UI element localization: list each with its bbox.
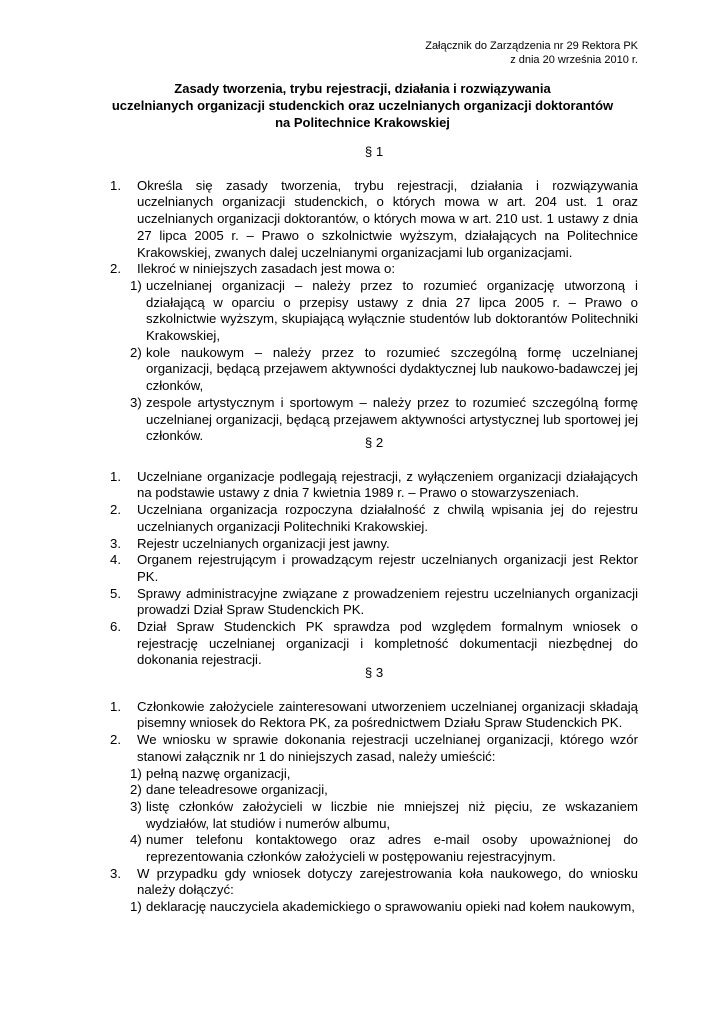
attachment-note [425,40,638,67]
item-text: Sprawy administracyjne związane z prowadzeniem rejestru uczelnianych organizacji prowadzi Dział Spraw Studenckich PK. [137,585,638,618]
item-number: 6. [110,619,121,635]
sub-text: listę członków założycieli w liczbie nie mniejszej niż pięciu, ze wskazaniem wydziałów, lat studiów i numerów albumu, [146,798,638,831]
item-text: Określa się zasady tworzenia, trybu rejestracji, działania i rozwiązywania uczelnianych organizacji studenckich, o których mowa w art. 204 ust. 1 oraz uczelnianych organizacji doktorantów, o których mowa w art. 210 ust. 1 ustawy z dnia 27 lipca 2005 r. – Prawo o szkolnictwie wyższym, działających na Politechnice Krakowskiej, zwanych dalej uczelnianymi organizacjami lub organizacjami. [137,177,638,260]
item-text: Dział Spraw Studenckich PK sprawdza pod względem formalnym wniosek o rejestrację uczelnianej organizacji i kompletność dokumentacji niezbędnej do dokonania rejestracji. [137,619,638,668]
list-item [110,502,638,535]
item-number: 3. [110,865,121,881]
sub-number: 1) [130,899,142,915]
sub-number: 4) [130,832,142,848]
sub-number: 1) [130,277,142,293]
sub-text: uczelnianej organizacji – należy przez to rozumieć organizację utworzoną i działającą w oparciu o przepisy ustawy z dnia 27 lipca 2005 r. – Prawo o szkolnictwie wyższym, skupiającą wyłącznie studentów lub doktorantów Politechniki Krakowskiej, [146,277,638,344]
item-text: Uczelniane organizacje podlegają rejestracji, z wyłączeniem organizacji działających na podstawie ustawy z dnia 7 kwietnia 1989 r. – Prawo o stowarzyszeniach. [137,468,638,501]
sub-number: 2) [130,344,142,360]
sub-text: kole naukowym – należy przez to rozumieć szczególną formę uczelnianej organizacji, będącą przejawem aktywności dydaktycznej lub naukowo-badawczej jej członków, [146,344,638,394]
section-1-heading: § 1 [364,144,384,159]
sublist-item [130,345,638,395]
item-text: Rejestr uczelnianych organizacji jest jawny. [137,535,390,551]
item-number: 1. [110,468,121,484]
attachment-note-line2: z dnia 20 września 2010 r. [510,53,638,66]
section-2 [110,435,638,669]
title-line3: na Politechnice Krakowskiej [275,115,450,130]
section-3 [110,665,638,916]
item-text: Ilekroć w niniejszych zasadach jest mowa o: [137,261,395,277]
sub-text: zespole artystycznym i sportowym – należy przez to rozumieć szczególną formę uczelnianej organizacji, będącą przejawem aktywności artystycznej lub sportowej jej członków. [146,394,638,444]
sublist [130,278,638,445]
list-item [110,178,638,262]
document-title [60,80,665,131]
sublist-item [130,278,638,345]
item-number: 5. [110,585,121,601]
section-3-heading: § 3 [364,665,384,680]
sublist-item [130,832,638,865]
title-line2: uczelnianych organizacji studenckich oraz uczelnianych organizacji doktorantów [111,98,614,113]
list-item [110,732,638,765]
item-number: 2. [110,261,121,277]
sub-number: 1) [130,765,142,781]
attachment-note-line1: Załącznik do Zarządzenia nr 29 Rektora PK [425,40,638,52]
sub-text: dane teleadresowe organizacji, [146,782,328,798]
item-number: 2. [110,732,121,748]
list-item [110,469,638,502]
list-item [110,866,638,899]
list-item [110,536,638,553]
sublist-item [130,899,638,916]
list-item [110,619,638,669]
item-number: 1. [110,698,121,714]
list-item [110,261,638,278]
list-item [110,699,638,732]
item-text: Uczelniana organizacja rozpoczyna działalność z chwilą wpisania jej do rejestru uczelnianych organizacji Politechniki Krakowskiej. [137,502,638,534]
item-number: 3. [110,535,121,551]
item-text: We wniosku w sprawie dokonania rejestracji uczelnianej organizacji, którego wzór stanowi załącznik nr 1 do niniejszych zasad, należy umieścić: [137,732,638,764]
sub-number: 3) [130,394,142,410]
list-item [110,586,638,619]
sublist-item [130,766,638,783]
sub-text: deklarację nauczyciela akademickiego o sprawowaniu opieki nad kołem naukowym, [146,899,635,915]
sub-text: numer telefonu kontaktowego oraz adres e-mail osoby upoważnionej do reprezentowania członków założycieli w postępowaniu rejestracyjnym. [146,832,638,865]
list-item [110,552,638,585]
sublist [130,766,638,866]
item-number: 4. [110,552,121,568]
sublist-item [130,799,638,832]
item-number: 1. [110,177,121,193]
section-2-heading: § 2 [364,435,384,450]
sublist-item [130,782,638,799]
section-1 [110,144,638,445]
sub-text: pełną nazwę organizacji, [146,765,291,781]
title-line1: Zasady tworzenia, trybu rejestracji, działania i rozwiązywania [174,81,551,96]
item-number: 2. [110,502,121,518]
sub-number: 3) [130,798,142,814]
sub-number: 2) [130,782,142,798]
sublist [130,899,638,916]
item-text: Członkowie założyciele zainteresowani utworzeniem uczelnianej organizacji składają pisemny wniosek do Rektora PK, za pośrednictwem Działu Spraw Studenckich PK. [137,698,638,731]
item-text: Organem rejestrującym i prowadzącym rejestr uczelnianych organizacji jest Rektor PK. [137,552,638,584]
item-text: W przypadku gdy wniosek dotyczy zarejestrowania koła naukowego, do wniosku należy dołączyć: [137,865,638,898]
